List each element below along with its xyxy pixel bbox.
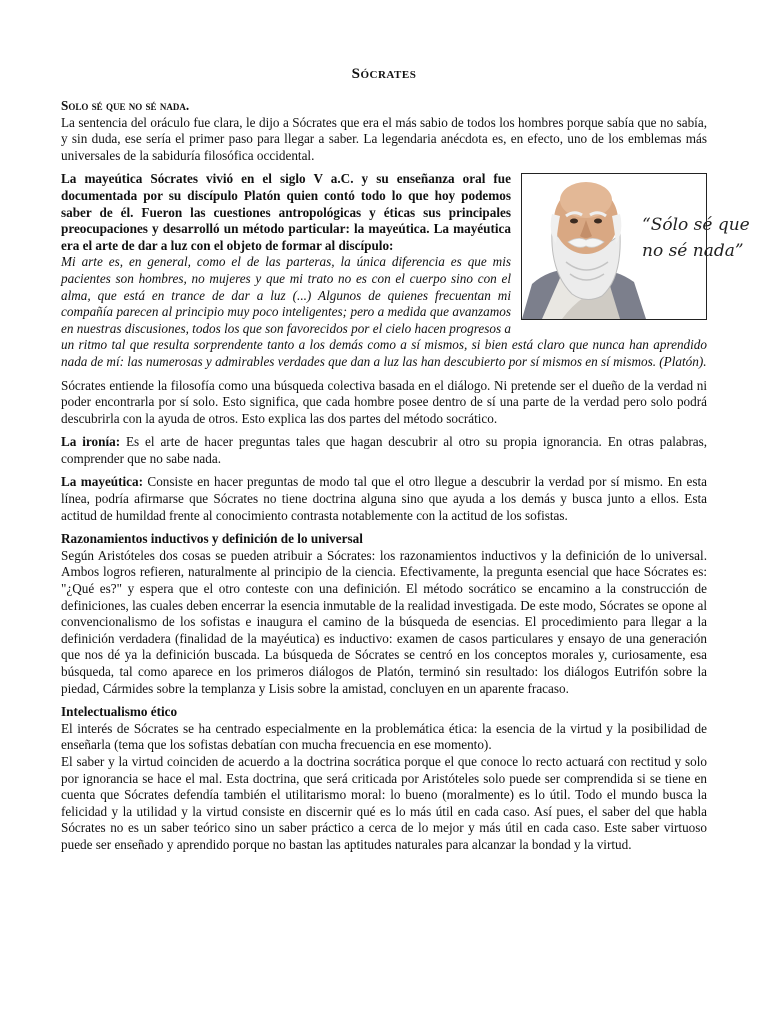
section-mayeutica: [61, 474, 707, 524]
paragraph: El interés de Sócrates se ha centrado especialmente en la problemática ética: la esencia de la virtud y la posibilidad de enseñarla (tema que los sofistas debatían con mucha frecuencia en ese momento).: [61, 720, 707, 753]
socrates-quote-figure: [521, 173, 750, 320]
paragraph: Sócrates entiende la filosofía como una búsqueda colectiva basada en el diálogo. Ni pretende ser el dueño de la verdad ni poder encontrarla por sí solo. Esto significa, que cada hombre posee dentro de sí una parte de la verdad pero solo podrá descubrirla con la ayuda de otros. Esto explica las dos partes del método socrático.: [61, 377, 707, 426]
figure-quote: “Sólo sé que no sé nada”: [642, 215, 750, 262]
term-label: La mayeútica:: [61, 474, 144, 490]
document-body: [61, 98, 750, 854]
paragraph: Según Aristóteles dos cosas se pueden atribuir a Sócrates: los razonamientos inductivos y la definición de lo universal. Ambos logros refieren, naturalmente al principio de la ciencia. Efectivamente, la pregunta esencial que hace Sócrates es: "¿Qué es?" y espera que el otro conteste con una definición. El método socrático se encamino a la construcción de definiciones, las cuales deben encerrar la esencia inmutable de la realidad investigada. De este modo, Sócrates se opone al convencionalismo de los sofistas e inaugura el camino de la búsqueda de esencias. El procedimiento para llegar a la definición verdadera (finalidad de la mayéutica) es inductivo: examen de casos particulares y ensayo de una generación que nos dé ya la definición buscada. La búsqueda de Sócrates se centró en los conceptos morales y, curiosamente, esa búsqueda, tal como aparece en los primeros diálogos de Platón, terminó sin resultado: los diálogos Eutrifón sobre la piedad, Cármides sobre la templanza y Lisis sobre la amistad, concluyen en un aparente fracaso.: [61, 547, 707, 696]
section-ironia: [61, 434, 707, 467]
section-solo-se: [61, 98, 707, 164]
paragraph: Consiste en hacer preguntas de modo tal que el otro llegue a descubrir la verdad por sí mismo. En esta línea, podría afirmarse que Sócrates no tiene doctrina alguna sino que ayuda a los demás y busca junto a ellos. Esta actitud de humildad frente al conocimiento contrasta notablemente con la actitud de los sofistas.: [61, 474, 707, 523]
page-title: Sócrates: [351, 66, 417, 82]
section-heading: Razonamientos inductivos y definición de lo universal: [61, 531, 363, 547]
section-razonamientos: [61, 531, 707, 697]
section-mayeutica-intro: [61, 171, 750, 370]
paragraph: El saber y la virtud coinciden de acuerdo a la doctrina socrática porque el que conoce lo recto actuará con rectitud y solo por ignorancia se hace el mal. Esta doctrina, que será criticada por Aristóteles solo puede ser comprendida si se tiene en cuenta que Sócrates defendía también el utilitarismo moral: lo bueno (moralmente) es lo útil. Todo el mundo busca la felicidad y la utilidad y la virtud consiste en discernir qué es lo más útil en cada caso. Así pues, el saber del que habla Sócrates no es un saber teórico sino un saber práctico a cerca de lo mejor y más útil en cada caso. Este saber virtuoso puede ser enseñado y aprendido porque no bastan las aptitudes naturales para alcanzar la bondad y la virtud.: [61, 753, 707, 852]
paragraph: La mayeútica Sócrates vivió en el siglo V a.C. y su enseñanza oral fue documentada por su discípulo Platón quien contó todo lo que hoy podemos saber de él. Fueron las cuestiones antropológicas y éticas sus principales preocupaciones y desarrolló un método particular: la mayeútica. La mayéutica era el arte de dar a luz con el objeto de formar al discípulo:: [61, 171, 511, 253]
section-heading: Intelectualismo ético: [61, 704, 178, 720]
section-intelectualismo: [61, 704, 707, 853]
term-label: La ironía:: [61, 434, 121, 450]
paragraph: La sentencia del oráculo fue clara, le dijo a Sócrates que era el más sabio de todos los hombres porque sabía que no sabía, y sin duda, ese sería el primer paso para llegar a saber. La legendaria anécdota es, en efecto, uno de los emblemas más universales de la sabiduría filosófica occidental.: [61, 114, 707, 163]
section-heading: Solo sé que no sé nada.: [61, 98, 190, 113]
paragraph: Es el arte de hacer preguntas tales que hagan descubrir al otro su propia ignorancia. En otras palabras, comprender que no sabe nada.: [61, 434, 707, 466]
quote-paragraph: Mi arte es, en general, como el de las parteras, la única diferencia es que mis pacientes son hombres, no mujeres y que mi trato no es con el cuerpo sino con el alma, que está en trance de dar a luz (...) Algunos de quienes frecuentan mi compañía parecen al principio muy poco inteligentes; pero a medida que avanzamos en nuestras discusiones, todos los que son favorecidos por el cielo hacen progresos a un ritmo tal que resulta sorprendente tanto a los demás como a sí mismos, si bien está claro que nunca han aprendido nada de mí: las numerosas y admirables verdades que dan a luz las han descubierto por sí mismos en sí mismos. (Platón).: [61, 254, 707, 369]
